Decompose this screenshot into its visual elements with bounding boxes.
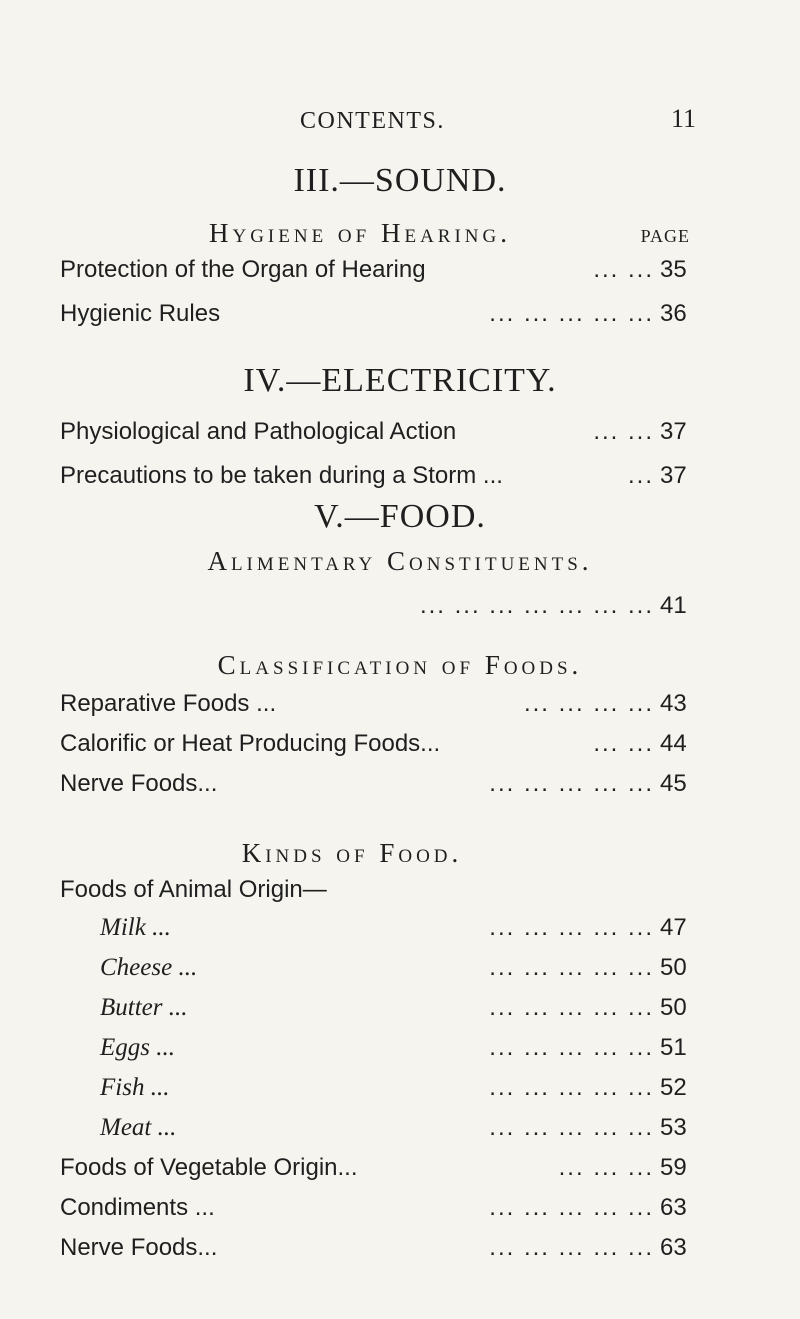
leader-dots: ... ... ... ... ... ... ... [419, 592, 654, 619]
toc-entry-label: Fish ... [100, 1074, 170, 1101]
toc-entry-label: Reparative Foods ... [60, 690, 277, 717]
toc-entry-page: 50 [660, 994, 687, 1021]
leader-dots: ... ... ... ... ... [489, 1234, 654, 1261]
subtitle-alimentary-constituents: Alimentary Constituents. [207, 546, 593, 576]
toc-entry-label: Nerve Foods... [60, 770, 218, 797]
leader-dots: ... ... ... ... ... [489, 954, 654, 981]
toc-entry[interactable] [60, 592, 706, 628]
leader-dots: ... ... ... ... ... [489, 994, 654, 1021]
toc-entry-page: 37 [660, 418, 687, 445]
toc-entry-label: Foods of Vegetable Origin... [60, 1154, 358, 1181]
leader-dots: ... ... ... ... ... [489, 1034, 654, 1061]
toc-entry-page: 50 [660, 954, 687, 981]
toc-entry-page: 44 [660, 730, 687, 757]
page-column-label: PAGE [640, 226, 690, 246]
toc-entry-label: Calorific or Heat Producing Foods... [60, 730, 441, 757]
toc-entry-label: Cheese ... [100, 954, 198, 981]
toc-entry-page: 63 [660, 1234, 687, 1261]
toc-entry[interactable] [60, 256, 706, 292]
toc-entry-label: Meat ... [100, 1114, 177, 1141]
toc-entry-label: Condiments ... [60, 1194, 215, 1221]
leader-dots: ... ... ... ... ... [489, 1074, 654, 1101]
toc-entry[interactable] [60, 994, 706, 1030]
toc-entry-page: 36 [660, 300, 687, 327]
toc-entry-label: Protection of the Organ of Hearing [60, 256, 426, 283]
subtitle-kinds-of-food: Kinds of Food. [241, 838, 463, 868]
toc-entry[interactable] [60, 1234, 706, 1270]
leader-dots: ... ... ... ... [523, 690, 654, 717]
leader-dots: ... ... ... ... ... [489, 1114, 654, 1141]
toc-entry[interactable] [60, 914, 706, 950]
leader-dots: ... [627, 462, 654, 489]
toc-entry[interactable] [60, 1114, 706, 1150]
toc-entry[interactable] [60, 770, 706, 806]
section-title-sound: III.—SOUND. [293, 162, 507, 199]
toc-entry-page: 37 [660, 462, 687, 489]
toc-entry[interactable] [60, 1034, 706, 1070]
group-label-animal-origin: Foods of Animal Origin— [60, 876, 327, 903]
leader-dots: ... ... ... ... ... [489, 770, 654, 797]
leader-dots: ... ... ... ... ... [489, 300, 654, 327]
leader-dots: ... ... ... ... ... [489, 1194, 654, 1221]
toc-entry[interactable] [60, 1074, 706, 1110]
toc-entry-page: 45 [660, 770, 687, 797]
toc-entry-page: 51 [660, 1034, 687, 1061]
leader-dots: ... ... ... [558, 1154, 654, 1181]
toc-entry[interactable] [60, 690, 706, 726]
toc-entry-label: Nerve Foods... [60, 1234, 218, 1261]
toc-entry-label: Eggs ... [100, 1034, 175, 1061]
toc-entry-label: Physiological and Pathological Action [60, 418, 457, 445]
leader-dots: ... ... [593, 730, 654, 757]
subtitle-hygiene-of-hearing: Hygiene of Hearing. [208, 218, 511, 248]
toc-entry-label: Milk ... [100, 914, 171, 941]
toc-entry[interactable] [60, 954, 706, 990]
toc-entry-page: 53 [660, 1114, 687, 1141]
toc-entry[interactable] [60, 462, 706, 498]
toc-entry[interactable] [60, 418, 706, 454]
toc-entry[interactable] [60, 300, 706, 336]
toc-entry[interactable] [60, 1194, 706, 1230]
toc-entry-page: 52 [660, 1074, 687, 1101]
toc-entry-page: 41 [660, 592, 687, 619]
toc-entry-page: 47 [660, 914, 687, 941]
toc-entry-page: 59 [660, 1154, 687, 1181]
toc-entry-label: Butter ... [100, 994, 188, 1021]
running-title: CONTENTS. [300, 108, 445, 134]
leader-dots: ... ... ... ... ... [489, 914, 654, 941]
toc-entry-page: 43 [660, 690, 687, 717]
toc-entry-page: 35 [660, 256, 687, 283]
section-title-food: V.—FOOD. [314, 498, 486, 535]
toc-entry-label: Hygienic Rules [60, 300, 221, 327]
section-title-electricity: IV.—ELECTRICITY. [243, 362, 557, 399]
subtitle-classification-of-foods: Classification of Foods. [217, 650, 583, 680]
toc-entry[interactable] [60, 1154, 706, 1190]
toc-entry-page: 63 [660, 1194, 687, 1221]
page-number: 11 [670, 104, 696, 133]
toc-entry-label: Precautions to be taken during a Storm ... [60, 462, 503, 489]
leader-dots: ... ... [593, 418, 654, 445]
running-head [0, 100, 800, 140]
toc-entry[interactable] [60, 730, 706, 766]
leader-dots: ... ... [593, 256, 654, 283]
